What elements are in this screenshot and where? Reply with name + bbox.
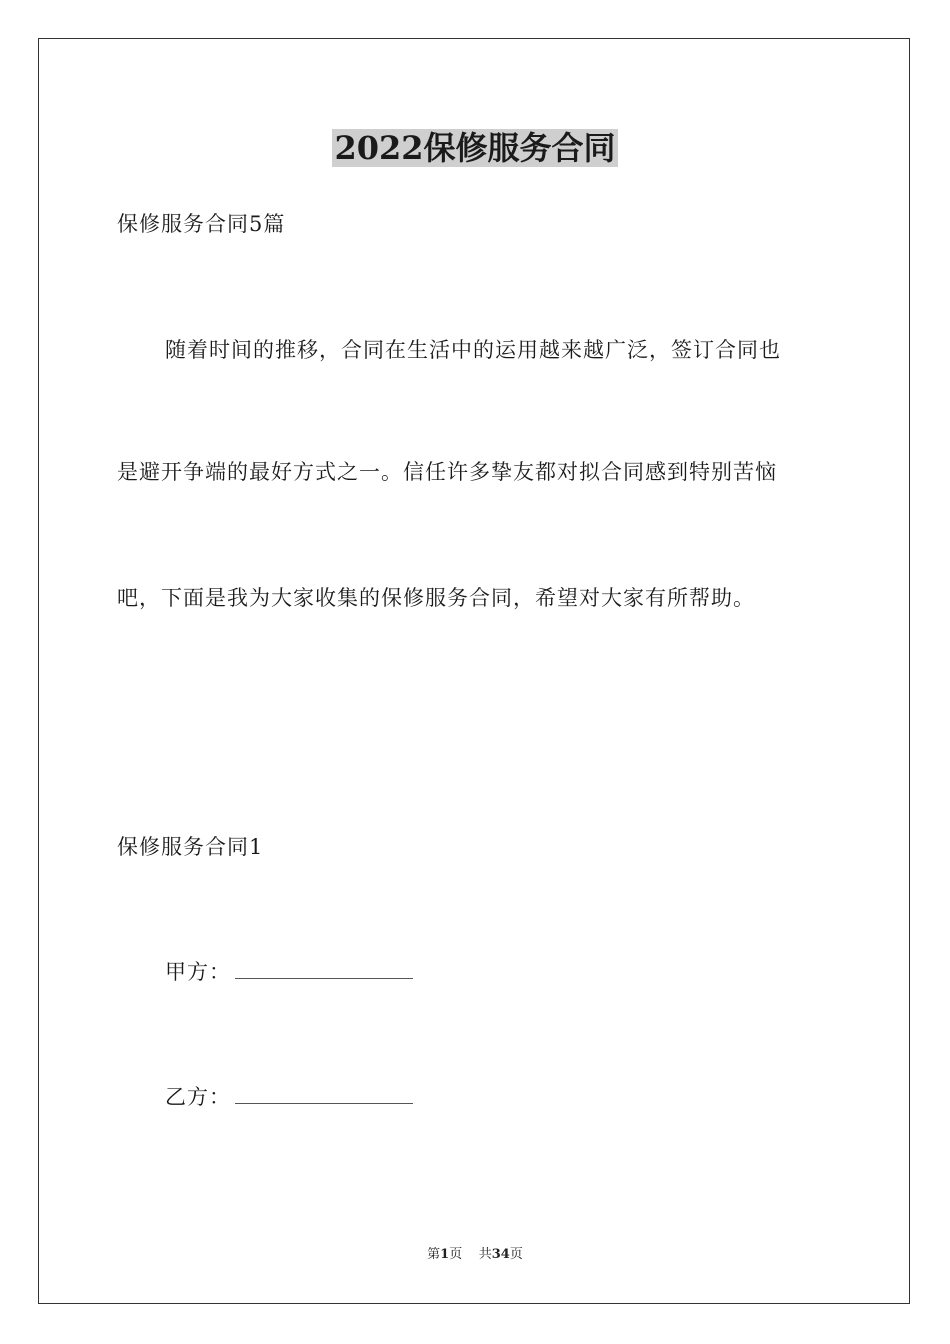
intro-line-1: 随着时间的推移，合同在生活中的运用越来越广泛，签订合同也 (165, 338, 781, 362)
footer-page-number: 1 (440, 1247, 450, 1262)
document-subtitle: 保修服务合同5篇 (117, 212, 286, 236)
document-title-text: 2022保修服务合同 (334, 129, 616, 167)
party-b-label: 乙方： (165, 1085, 231, 1109)
party-b-row (165, 1083, 413, 1111)
footer-page-suffix: 页 (449, 1247, 463, 1262)
party-a-blank-line (235, 958, 413, 979)
document-title (0, 128, 950, 168)
intro-line-2: 是避开争端的最好方式之一。信任许多挚友都对拟合同感到特别苦恼 (117, 460, 777, 484)
party-b-blank-line (235, 1083, 413, 1104)
party-a-row (165, 958, 413, 986)
footer-total-pages: 34 (491, 1247, 510, 1262)
intro-line-3: 吧，下面是我为大家收集的保修服务合同，希望对大家有所帮助。 (117, 586, 755, 610)
footer-total-prefix: 共 (478, 1247, 492, 1262)
section-heading: 保修服务合同1 (117, 835, 264, 859)
party-a-label: 甲方： (165, 960, 231, 984)
page-footer (0, 1246, 950, 1264)
footer-page-prefix: 第 (427, 1247, 441, 1262)
footer-total-suffix: 页 (509, 1247, 523, 1262)
